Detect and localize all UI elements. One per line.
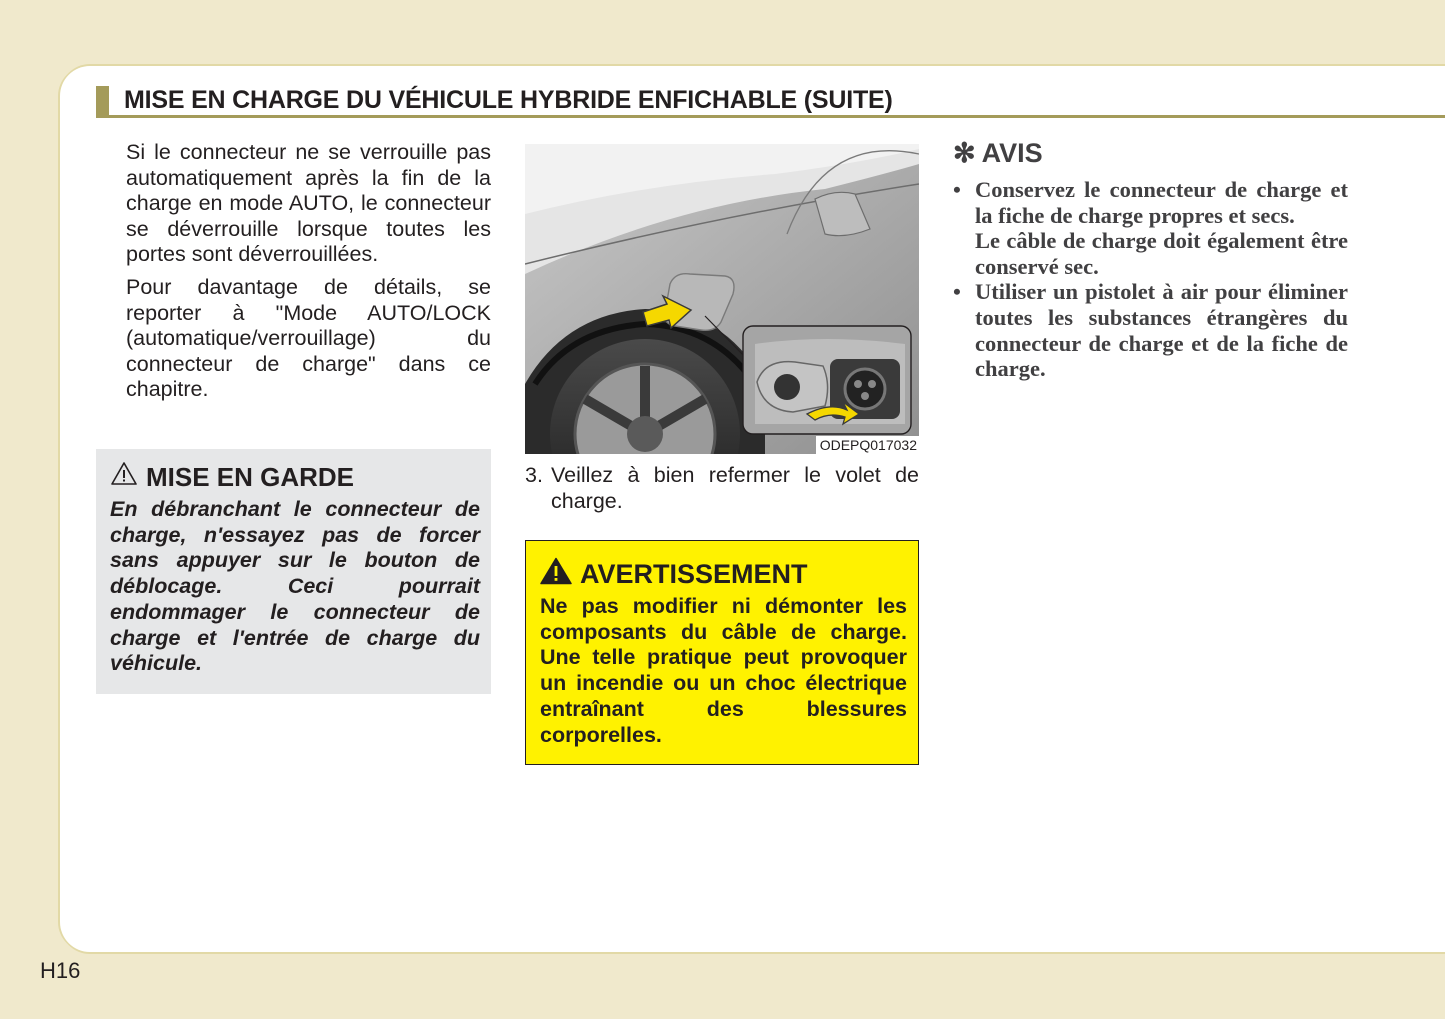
caution-heading <box>110 461 354 493</box>
body-text <box>126 140 491 410</box>
list-item <box>953 177 1348 279</box>
step-3 <box>525 463 919 514</box>
page-number: H16 <box>40 958 81 983</box>
caution-title: MISE EN GARDE <box>146 461 355 492</box>
asterisk-icon: ✻ <box>953 138 976 168</box>
notice-title: AVIS <box>981 138 1043 168</box>
warning-heading <box>540 557 808 592</box>
notice-list <box>953 177 1348 382</box>
charging-door-illustration <box>525 144 919 454</box>
warning-triangle-icon <box>540 557 572 592</box>
warning-title: AVERTISSEMENT <box>580 559 808 589</box>
bullet-icon: • <box>953 177 961 202</box>
caution-triangle-icon <box>110 461 138 493</box>
car-fender-image <box>525 144 919 454</box>
list-item <box>953 279 1348 381</box>
paragraph: Pour davantage de détails, se reporter à "Mode AUTO/LOCK (automatique/verrouillage) du connecteur de charge" dans ce chapitre. <box>126 274 491 402</box>
notice-heading <box>953 138 1043 169</box>
list-item-text: Le câble de charge doit également être conservé sec. <box>975 228 1348 279</box>
warning-box <box>525 540 919 765</box>
paragraph: Si le connecteur ne se verrouille pas automatiquement après la fin de la charge en mode AUTO, le connecteur se déverrouille lorsque toutes les portes sont déverrouillées. <box>126 140 491 267</box>
caution-text: En débranchant le connecteur de charge, n'essayez pas de forcer sans appuyer sur le bouton de déblocage. Ceci pourrait endommager le connecteur de charge et l'entrée de charge du véhicule. <box>110 497 480 676</box>
header-tab-marker <box>96 86 109 118</box>
caution-box <box>96 449 491 694</box>
bullet-icon: • <box>953 279 961 305</box>
header-rule <box>96 115 1445 118</box>
warning-text: Ne pas modifier ni démonter les composants du câble de charge. Une telle pratique peut provoquer un incendie ou un choc électrique entraînant des blessures corporelles. <box>540 594 907 747</box>
list-item-text: Conservez le connecteur de charge et la fiche de charge propres et secs. <box>975 177 1348 228</box>
step-text: Veillez à bien refermer le volet de charge. <box>551 463 919 513</box>
step-number: 3. <box>525 463 543 487</box>
page-title: MISE EN CHARGE DU VÉHICULE HYBRIDE ENFICHABLE (SUITE) <box>124 86 893 114</box>
list-item-text: Utiliser un pistolet à air pour éliminer toutes les substances étrangères du connecteur de charge et de la fiche de charge. <box>975 279 1348 382</box>
figure-code-label: ODEPQ017032 <box>816 436 919 454</box>
section-header <box>96 86 1445 119</box>
